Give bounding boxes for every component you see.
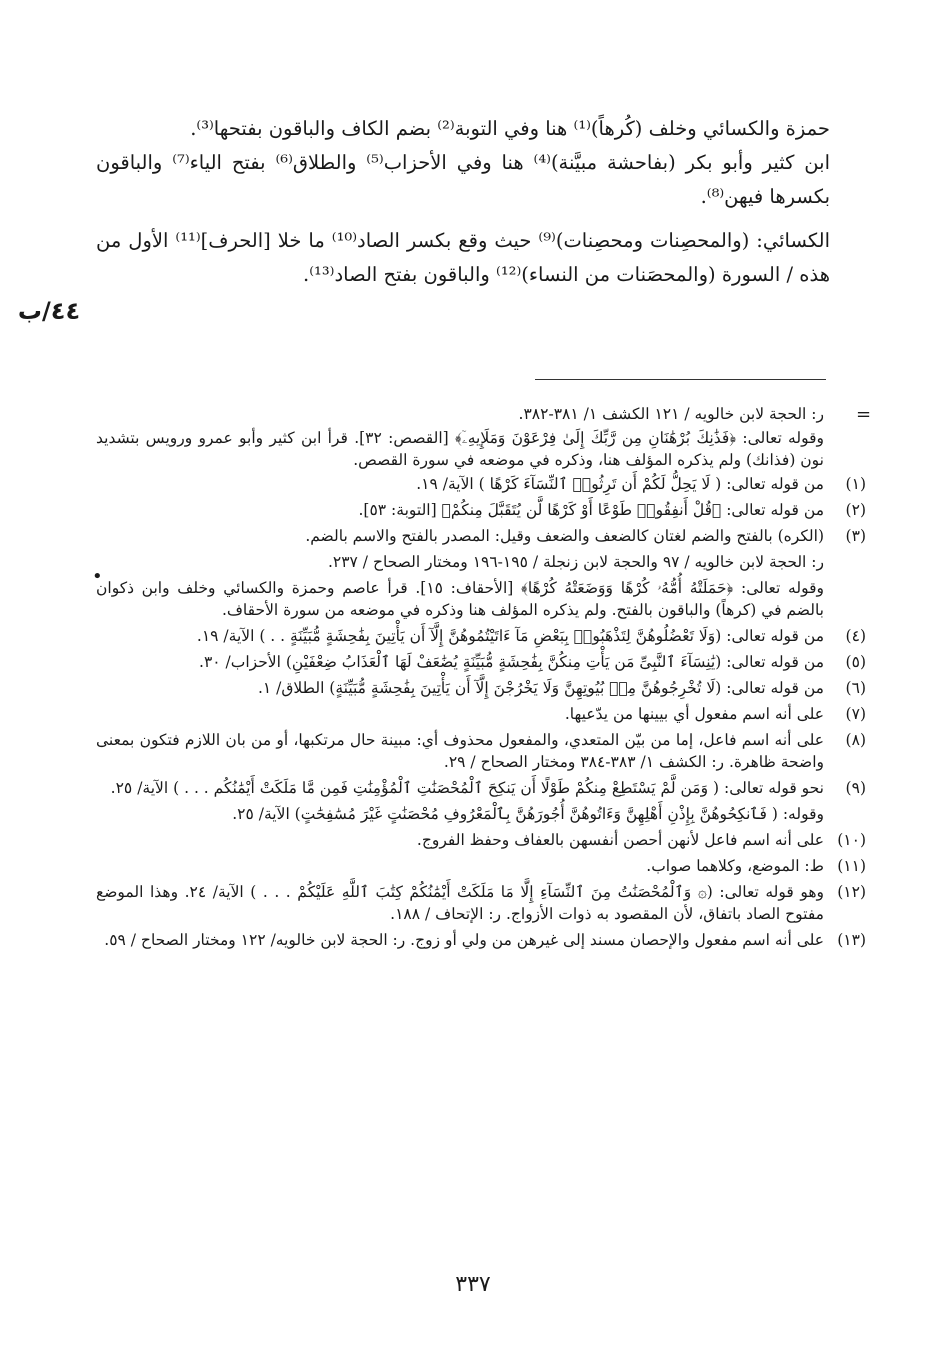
- footnote-text: من قوله تعالى: ﴿قُلْ أَنفِقُوا۟ طَوْعًا أَوْ كَرْهًا لَّن يُتَقَبَّلَ مِنكُمْ﴾ [التوبة: ٥٣].: [358, 501, 824, 519]
- footnote-number: (٩): [845, 779, 866, 797]
- footnote-text: على أنه اسم فاعل لأنهن أحصن أنفسهن بالعفاف وحفظ الفروج.: [416, 831, 824, 849]
- footnote-number: (٨): [845, 731, 866, 749]
- footnote: [96, 777, 866, 799]
- footnote-text: من قوله تعالى: (يَٰنِسَآءَ ٱلنَّبِىِّ مَن يَأْتِ مِنكُنَّ بِفَٰحِشَةٍ مُّبَيِّنَةٍ يُضَٰعَفْ لَهَا ٱلْعَذَابُ ضِعْفَيْنِ) الأحزاب/ ٣٠.: [199, 653, 824, 671]
- page-number: ٣٣٧: [455, 1272, 491, 1297]
- footnote-text: من قوله تعالى: (لَا تُخْرِجُوهُنَّ مِنۢ بُيُوتِهِنَّ وَلَا يَخْرُجْنَ إِلَّآ أَن يَأْتِينَ بِفَٰحِشَةٍ مُّبَيِّنَةٍ) الطلاق/ ١.: [257, 679, 824, 697]
- footnote-text: من قوله تعالى: ( لَا يَحِلُّ لَكُمْ أَن تَرِثُوا۟ ٱلنِّسَآءَ كَرْهًا ) الآية/ ١٩.: [416, 475, 824, 493]
- footnote-number: (٢): [845, 501, 866, 519]
- continuation-line: [96, 403, 866, 425]
- continuation-line: [96, 427, 866, 471]
- main-paragraph-2: ابن كثير وأبو بكر (بفاحشة مبيَّنة)⁽⁴⁾ هنا وفي الأحزاب⁽⁵⁾ والطلاق⁽⁶⁾ بفتح الياء⁽⁷⁾ والباقون بكسرها فيهن⁽⁸⁾.: [96, 151, 830, 208]
- footnote: [96, 929, 866, 951]
- footnote-text: نحو قوله تعالى: ( وَمَن لَّمْ يَسْتَطِعْ مِنكُمْ طَوْلًا أَن يَنكِحَ ٱلْمُحْصَنَٰتِ ٱلْمُؤْمِنَٰتِ فَمِن مَّا مَلَكَتْ أَيْمَٰنُكُم . . . ) الآية/ ٢٥.: [110, 779, 824, 797]
- continuation-line-text: ر: الحجة لابن خالويه / ١٢١ الكشف ١/ ٣٨١-٣٨٢.: [518, 405, 824, 423]
- continuation-line-text: وقوله تعالى: ﴿فَذَٰنِكَ بُرْهَٰنَانِ مِن رَّبِّكَ إِلَىٰ فِرْعَوْنَ وَمَلَإِيهِۦٓ﴾ [القصص: ٣٢]. قرأ ابن كثير وأبو عمرو ورويس بتشديد نون (فذانك) ولم يذكره المؤلف هنا، وذكره في موضعه في سورة القصص.: [96, 429, 824, 469]
- continuation-mark: =: [856, 404, 872, 425]
- footnote-text: (الكره) بالفتح والضم لغتان كالضعف والضعف وقيل: المصدر بالفتح والاسم بالضم.: [305, 527, 824, 545]
- footnote-text: على أنه اسم مفعول والإحصان مسند إلى غيرهن من ولي أو زوج. ر: الحجة لابن خالويه/ ١٢٢ ومختار الصحاح / ٥٩.: [104, 931, 824, 949]
- footnote-number: (١١): [837, 857, 866, 875]
- margin-dot: •: [92, 566, 103, 587]
- footnote-text: وهو قوله تعالى: (۞ وَٱلْمُحْصَنَٰتُ مِنَ ٱلنِّسَآءِ إِلَّا مَا مَلَكَتْ أَيْمَٰنُكُمْ كِتَٰبَ ٱللَّهِ عَلَيْكُمْ . . . ) الآية/ ٢٤. وهذا الموضع مفتوح الصاد باتفاق، لأن المقصود به ذوات الأزواج. ر: الإتحاف / ١٨٨.: [96, 883, 824, 923]
- main-text-block: [96, 112, 830, 292]
- main-paragraph-3: الكسائي: (والمحصِنات ومحصِنات)⁽⁹⁾ حيث وقع بكسر الصاد⁽¹⁰⁾ ما خلا [الحرف]⁽¹¹⁾ الأول من هذه / السورة (والمحصَنات من النساء)⁽¹²⁾ والباقون بفتح الصاد⁽¹³⁾.: [96, 229, 831, 286]
- footnote-number: (٤): [845, 627, 866, 645]
- footnotes-block: [96, 403, 866, 955]
- footnote: [96, 651, 866, 673]
- footnote: [96, 729, 866, 773]
- footnote: [96, 829, 866, 851]
- footnote-number: (٦): [845, 679, 866, 697]
- footnote-number: (٧): [845, 705, 866, 723]
- footnote: [96, 677, 866, 699]
- footnote-text: وقوله: ( فَٱنكِحُوهُنَّ بِإِذْنِ أَهْلِهِنَّ وَءَاتُوهُنَّ أُجُورَهُنَّ بِٱلْمَعْرُوفِ مُحْصَنَٰتٍ غَيْرَ مُسَٰفِحَٰتٍ) الآية/ ٢٥.: [232, 805, 824, 823]
- footnote-text: على أنه اسم مفعول أي بيينها من يدّعيها.: [564, 705, 824, 723]
- main-paragraph-1: حمزة والكسائي وخلف (كُرهاً)⁽¹⁾ هنا وفي التوبة⁽²⁾ بضم الكاف والباقون بفتحها⁽³⁾.: [190, 117, 830, 140]
- footnote: [96, 881, 866, 925]
- footnote: [96, 499, 866, 521]
- footnote: [96, 625, 866, 647]
- footnote-text: من قوله تعالى: (وَلَا تَعْضُلُوهُنَّ لِتَذْهَبُوا۟ بِبَعْضِ مَآ ءَاتَيْتُمُوهُنَّ إِلَّآ أَن يَأْتِينَ بِفَٰحِشَةٍ مُّبَيِّنَةٍ . . ) الآية/ ١٩.: [196, 627, 824, 645]
- footnote-text: ط: الموضع، وكلاهما صواب.: [646, 857, 824, 875]
- footnote-number: (٣): [845, 527, 866, 545]
- footnote: [96, 855, 866, 877]
- footnote-text: ر: الحجة لابن خالويه / ٩٧ والحجة لابن زنجلة / ١٩٥-١٩٦ ومختار الصحاح / ٢٣٧.: [327, 553, 824, 571]
- footnote-text: على أنه اسم فاعل، إما من بيّن المتعدي، والمفعول محذوف أي: مبينة حال مرتكبها، أو من بان اللازم فتكون بمعنى واضحة ظاهرة. ر: الكشف ١/ ٣٨٣-٣٨٤ ومختار الصحاح / ٢٩.: [96, 731, 824, 771]
- footnote: [96, 577, 866, 621]
- footnote: [96, 703, 866, 725]
- footnote-text: وقوله تعالى: ﴿حَمَلَتْهُ أُمُّهُۥ كُرْهًا وَوَضَعَتْهُ كُرْهًا﴾ [الأحقاف: ١٥]. قرأ عاصم وحمزة والكسائي وخلف وابن ذكوان بالضم في (كرهاً) والباقون بالفتح. ولم يذكره المؤلف هنا وذكره في موضعه من سورة الأحقاف.: [96, 579, 824, 619]
- footnote-number: (١٢): [837, 883, 866, 901]
- footnote: [96, 551, 866, 573]
- footnote-number: (١٣): [837, 931, 866, 949]
- footnote: [96, 525, 866, 547]
- footnote: [96, 473, 866, 495]
- footnote-separator: [535, 379, 826, 380]
- manuscript-folio-marker: ٤٤/ب: [17, 297, 81, 325]
- footnote-number: (١٠): [837, 831, 866, 849]
- footnote: [96, 803, 866, 825]
- footnote-number: (١): [845, 475, 866, 493]
- footnote-number: (٥): [845, 653, 866, 671]
